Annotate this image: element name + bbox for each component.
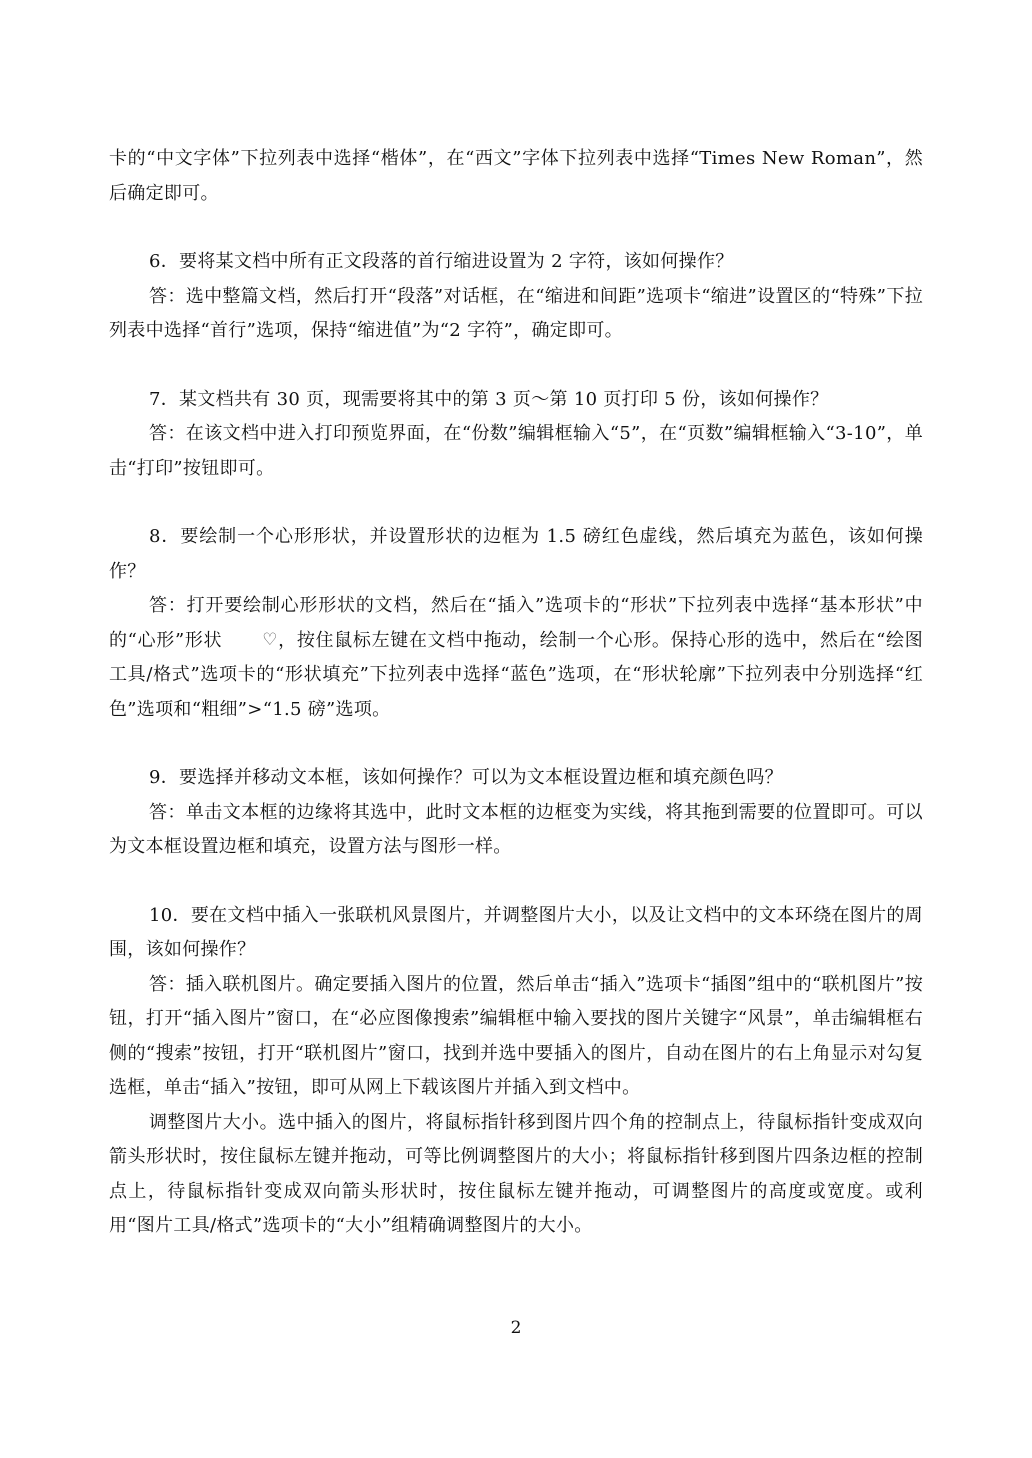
answer-7: 答：在该文档中进入打印预览界面，在“份数”编辑框输入“5”，在“页数”编辑框输入“3-10”，单击“打印”按钮即可。 <box>109 423 923 479</box>
answer-6: 答：选中整篇文档，然后打开“段落”对话框，在“缩进和间距”选项卡“缩进”设置区的“特殊”下拉列表中选择“首行”选项，保持“缩进值”为“2 字符”，确定即可。 <box>109 285 923 341</box>
question-9: 9．要选择并移动文本框，该如何操作？可以为文本框设置边框和填充颜色吗？ <box>149 767 783 788</box>
question-7: 7．某文档共有 30 页，现需要将其中的第 3 页～第 10 页打印 5 份，该如何操作？ <box>149 388 829 410</box>
answer-8-text-start: 答：打开要绘制心形形状的文档，然后在“插入”选项卡的“形状”下拉列表中选择“基本形状”中的“心形”形状 <box>109 595 923 651</box>
answer-9: 答：单击文本框的边缘将其选中，此时文本框的边框变为实线，将其拖到需要的位置即可。可以为文本框设置边框和填充，设置方法与图形一样。 <box>109 801 923 857</box>
question-10: 10．要在文档中插入一张联机风景图片，并调整图片大小，以及让文档中的文本环绕在图片的周围，该如何操作？ <box>109 904 923 960</box>
document-body <box>109 142 923 1244</box>
paragraph-gap <box>109 211 923 245</box>
paragraph-gap <box>109 865 923 899</box>
answer-8-text-end: ，按住鼠标左键在文档中拖动，绘制一个心形。保持心形的选中，然后在“绘图工具/格式”选项卡的“形状填充”下拉列表中选择“蓝色”选项，在“形状轮廓”下拉列表中分别选择“红色”选项和“粗细”>“1.5 磅”选项。 <box>109 629 923 720</box>
question-6: 6．要将某文档中所有正文段落的首行缩进设置为 2 字符，该如何操作？ <box>149 251 734 272</box>
heart-outline-icon: ♡ <box>262 629 278 650</box>
answer-10: 答：插入联机图片。确定要插入图片的位置，然后单击“插入”选项卡“插图”组中的“联机图片”按钮，打开“插入图片”窗口，在“必应图像搜索”编辑框中输入要找的图片关键字“风景”，单击编辑框右侧的“搜索”按钮，打开“联机图片”窗口，找到并选中要插入的图片，自动在图片的右上角显示对勾复选框，单击“插入”按钮，即可从网上下载该图片并插入到文档中。 <box>109 973 923 1098</box>
page-number: 2 <box>510 1318 522 1338</box>
answer-10-resize: 调整图片大小。选中插入的图片，将鼠标指针移到图片四个角的控制点上，待鼠标指针变成双向箭头形状时，按住鼠标左键并拖动，可等比例调整图片的大小；将鼠标指针移到图片四条边框的控制点上，待鼠标指针变成双向箭头形状时，按住鼠标左键并拖动，可调整图片的高度或宽度。或利用“图片工具/格式”选项卡的“大小”组精确调整图片的大小。 <box>109 1111 923 1236</box>
question-8: 8．要绘制一个心形形状，并设置形状的边框为 1.5 磅红色虚线，然后填充为蓝色，该如何操作？ <box>109 526 923 582</box>
paragraph-gap <box>109 349 923 383</box>
paragraph-gap <box>109 727 923 761</box>
answer-8 <box>109 589 923 727</box>
continued-paragraph: 卡的“中文字体”下拉列表中选择“楷体”，在“西文”字体下拉列表中选择“Times New Roman”，然后确定即可。 <box>109 148 923 204</box>
paragraph-gap <box>109 486 923 520</box>
